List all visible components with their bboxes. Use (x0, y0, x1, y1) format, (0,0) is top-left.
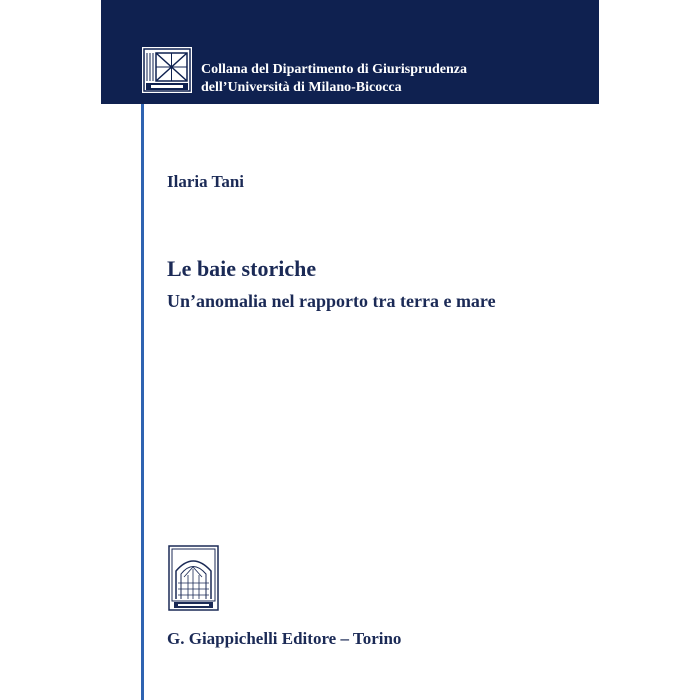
series-line-2: dell’Università di Milano-Bicocca (201, 80, 402, 95)
publisher-emblem-icon (168, 545, 219, 611)
book-subtitle: Un’anomalia nel rapporto tra terra e mare (167, 291, 496, 311)
author-name: Ilaria Tani (167, 172, 245, 191)
university-logo-icon (142, 47, 192, 93)
series-line-1: Collana del Dipartimento di Giurisprudenza (201, 62, 468, 77)
series-name (201, 61, 467, 97)
book-title: Le baie storiche (167, 256, 317, 281)
publisher-name: G. Giappichelli Editore – Torino (167, 629, 402, 648)
book-cover (101, 0, 599, 700)
vertical-accent-line (141, 104, 144, 700)
series-header-band (101, 0, 599, 104)
